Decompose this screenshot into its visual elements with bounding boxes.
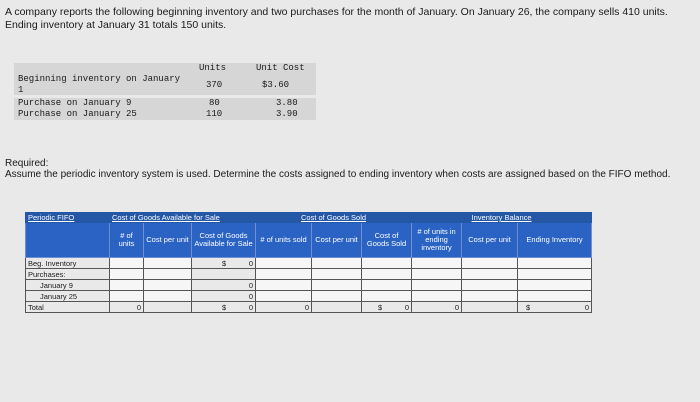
given-row-jan25 [14, 109, 316, 120]
given-cost: 3.80 [276, 98, 298, 108]
input-cell[interactable] [518, 280, 592, 291]
input-cell[interactable] [110, 291, 144, 302]
row-total [26, 302, 592, 313]
total-ending-units: 0 [412, 302, 462, 313]
row-label: Total [26, 302, 110, 313]
col-ending-inventory: Ending Inventory [518, 223, 592, 258]
required-title: Required: [5, 158, 49, 169]
given-units: 370 [206, 80, 223, 90]
given-row-jan9 [14, 98, 316, 109]
problem-statement: A company reports the following beginning inventory and two purchases for the month of January. On January 26, the company sells 410 units. Ending inventory at January 31 totals 150 units. [5, 6, 668, 31]
given-units: 80 [209, 98, 220, 108]
required-text: Assume the periodic inventory system is used. Determine the costs assigned to ending inventory when costs are assigned based on the FIFO method. [5, 169, 671, 180]
input-cell[interactable] [462, 291, 518, 302]
row-jan25 [26, 291, 592, 302]
given-row-label: Purchase on January 25 [18, 109, 137, 119]
row-purchases [26, 269, 592, 280]
col-ending-cost-per-unit: Cost per unit [462, 223, 518, 258]
given-cost: $3.60 [262, 80, 290, 90]
input-cell[interactable] [412, 258, 462, 269]
col-cost-per-unit: Cost per unit [144, 223, 192, 258]
input-cell[interactable] [256, 258, 312, 269]
periodic-fifo-link: Periodic FIFO [26, 213, 110, 223]
col-cogs: Cost of Goods Sold [362, 223, 412, 258]
input-cell[interactable] [412, 280, 462, 291]
input-cell[interactable] [110, 258, 144, 269]
total-cogs: $ 0 [362, 302, 412, 313]
input-cell[interactable] [362, 258, 412, 269]
total-cogas: $ 0 [192, 302, 256, 313]
section-band [26, 213, 592, 223]
given-cost: 3.90 [276, 109, 298, 119]
input-cell[interactable] [412, 291, 462, 302]
given-row-label: Purchase on January 9 [18, 98, 132, 108]
row-jan9 [26, 280, 592, 291]
col-units-sold: # of units sold [256, 223, 312, 258]
total-ending-inventory: $ 0 [518, 302, 592, 313]
row-label: Purchases: [26, 269, 110, 280]
input-cell[interactable] [144, 280, 192, 291]
input-cell[interactable] [256, 280, 312, 291]
column-headers [26, 223, 592, 258]
cogas-cell: $ 0 [192, 258, 256, 269]
available-section-title: Cost of Goods Available for Sale [110, 213, 256, 223]
input-cell[interactable] [312, 258, 362, 269]
row-beg-inventory [26, 258, 592, 269]
given-row-beginning [14, 73, 316, 95]
given-row-label: Beginning inventory on January [18, 74, 181, 84]
sold-section-title: Cost of Goods Sold [256, 213, 412, 223]
unit-cost-header: Unit Cost [256, 63, 305, 73]
input-cell[interactable] [362, 280, 412, 291]
fifo-worksheet [25, 212, 592, 313]
given-row-label-cont: 1 [18, 85, 24, 95]
total-units-sold: 0 [256, 302, 312, 313]
input-cell[interactable] [144, 258, 192, 269]
cogas-cell: 0 [192, 291, 256, 302]
input-cell[interactable] [110, 280, 144, 291]
input-cell[interactable] [518, 291, 592, 302]
input-cell[interactable] [362, 291, 412, 302]
col-sold-cost-per-unit: Cost per unit [312, 223, 362, 258]
units-header: Units [199, 63, 227, 73]
col-units: # of units [110, 223, 144, 258]
input-cell[interactable] [144, 291, 192, 302]
input-cell[interactable] [256, 291, 312, 302]
input-cell[interactable] [462, 280, 518, 291]
given-header [14, 63, 316, 73]
col-ending-units: # of units in ending inventory [412, 223, 462, 258]
cogas-cell: 0 [192, 280, 256, 291]
input-cell[interactable] [518, 258, 592, 269]
given-units: 110 [206, 109, 223, 119]
row-label: January 25 [26, 291, 110, 302]
row-label: January 9 [26, 280, 110, 291]
input-cell[interactable] [312, 291, 362, 302]
total-units: 0 [110, 302, 144, 313]
col-cogas: Cost of Goods Available for Sale [192, 223, 256, 258]
input-cell[interactable] [462, 258, 518, 269]
balance-section-title: Inventory Balance [412, 213, 592, 223]
input-cell[interactable] [312, 280, 362, 291]
row-label: Beg. Inventory [26, 258, 110, 269]
given-data-table [14, 63, 316, 120]
